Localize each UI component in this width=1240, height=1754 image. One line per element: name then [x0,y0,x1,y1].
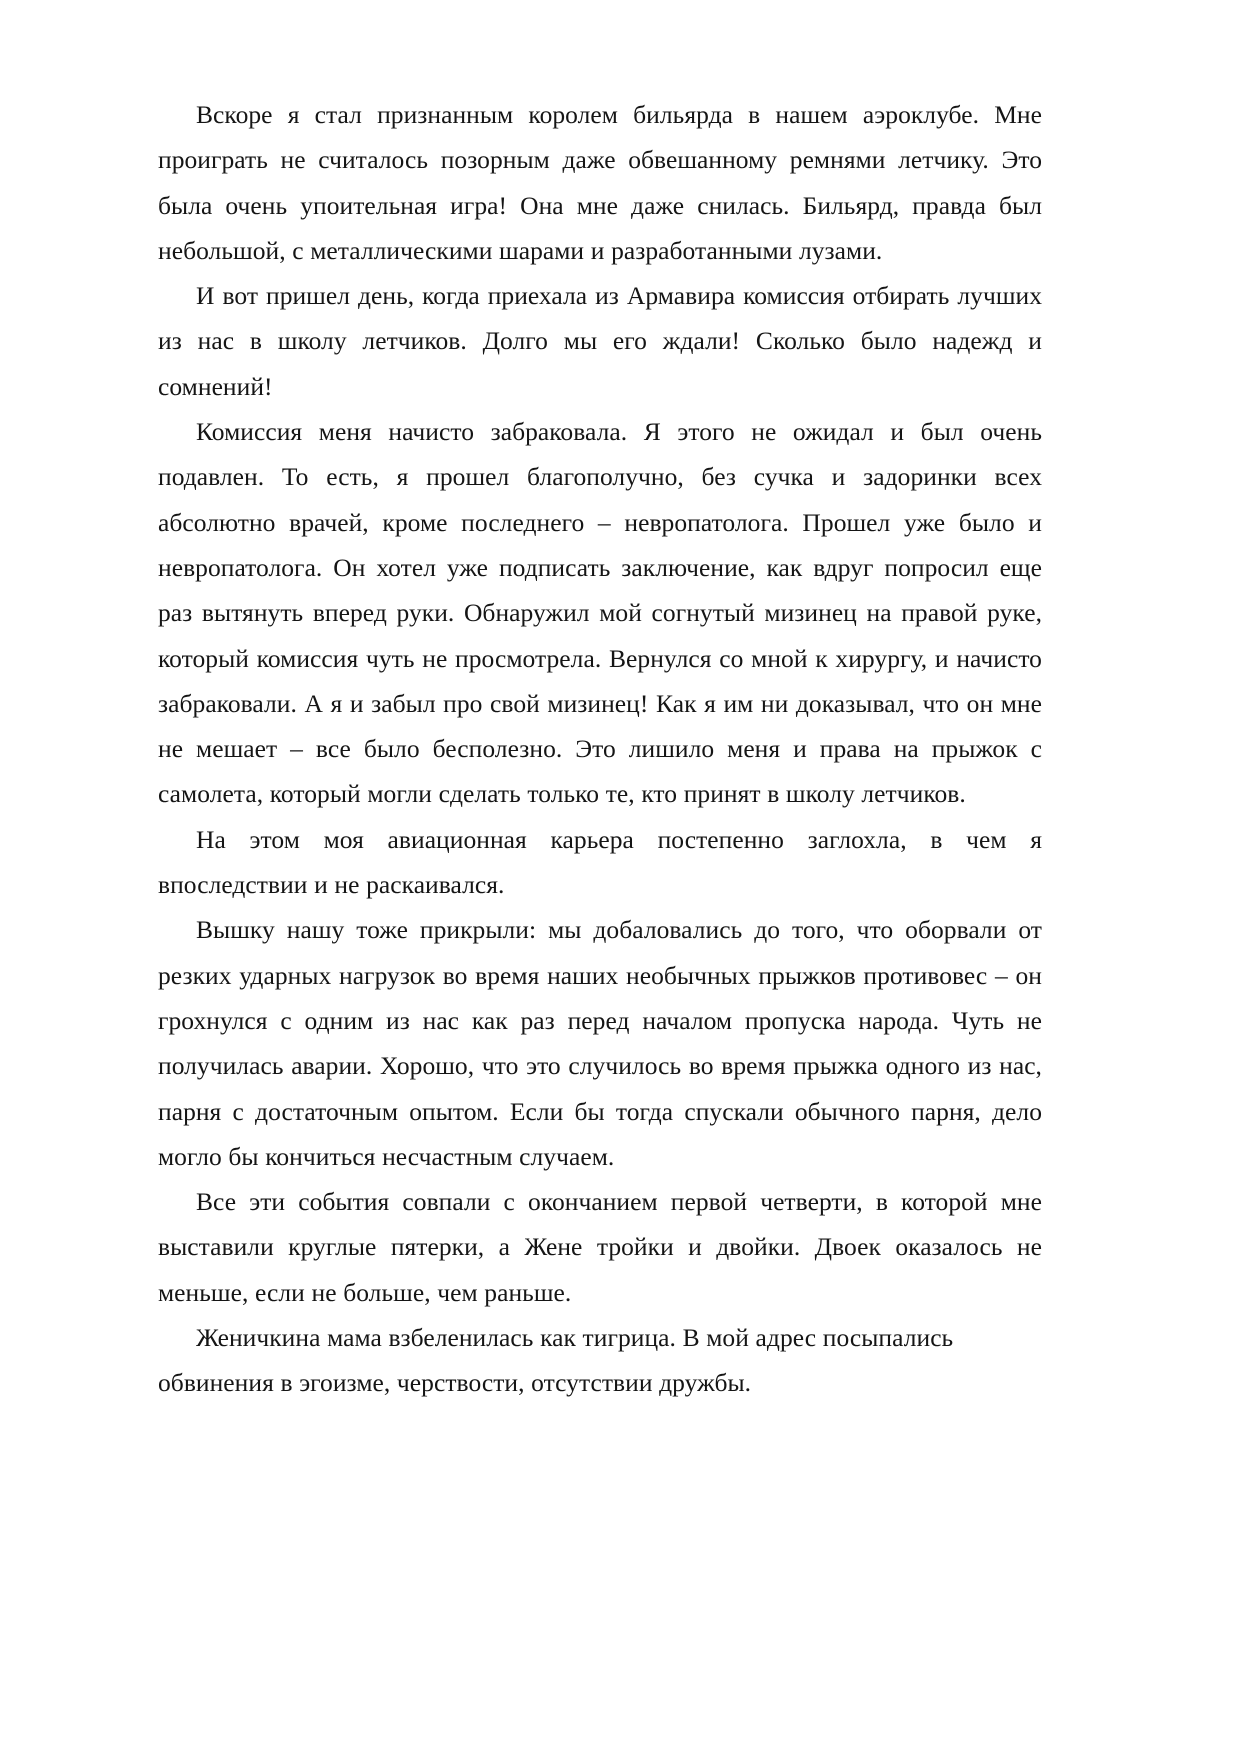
paragraph: На этом моя авиационная карьера постепенно заглохла, в чем я впоследствии и не раскаивался. [158,824,1042,900]
body-text-column [158,92,1042,1406]
paragraph: Комиссия меня начисто забраковала. Я этого не ожидал и был очень подавлен. То есть, я прошел благополучно, без сучка и задоринки всех абсолютно врачей, кроме последнего – невропатолога. Прошел уже было и невропатолога. Он хотел уже подписать заключение, как вдруг попросил еще раз вытянуть вперед руки. Обнаружил мой согнутый мизинец на правой руке, который комиссия чуть не просмотрела. Вернулся со мной к хирургу, и начисто забраковали. А я и забыл про свой мизинец! Как я им ни доказывал, что он мне не мешает – все было бесполезно. Это лишило меня и права на прыжок с самолета, который могли сделать только те, кто принят в школу летчиков. [158,417,1042,809]
paragraph: Вскоре я стал признанным королем бильярда в нашем аэроклубе. Мне проиграть не считалось позорным даже обвешанному ремнями летчику. Это была очень упоительная игра! Она мне даже снилась. Бильярд, правда был небольшой, с металлическими шарами и разработанными лузами. [158,100,1042,265]
paragraph: Вышку нашу тоже прикрыли: мы добаловались до того, что оборвали от резких ударных нагрузок во время наших необычных прыжков противовес – он грохнулся с одним из нас как раз перед началом пропуска народа. Чуть не получилась аварии. Хорошо, что это случилось во время прыжка одного из нас, парня с достаточным опытом. Если бы тогда спускали обычного парня, дело могло бы кончиться несчастным случаем. [158,915,1042,1171]
paragraph: Женичкина мама взбеленилась как тигрица. В мой адрес посыпались обвинения в эгоизме, черствости, отсутствии дружбы. [158,1323,954,1398]
paragraph: Все эти события совпали с окончанием первой четверти, в которой мне выставили круглые пятерки, а Жене тройки и двойки. Двоек оказалось не меньше, если не больше, чем раньше. [158,1187,1042,1307]
paragraph: И вот пришел день, когда приехала из Армавира комиссия отбирать лучших из нас в школу летчиков. Долго мы его ждали! Сколько было надежд и сомнений! [158,281,1042,401]
